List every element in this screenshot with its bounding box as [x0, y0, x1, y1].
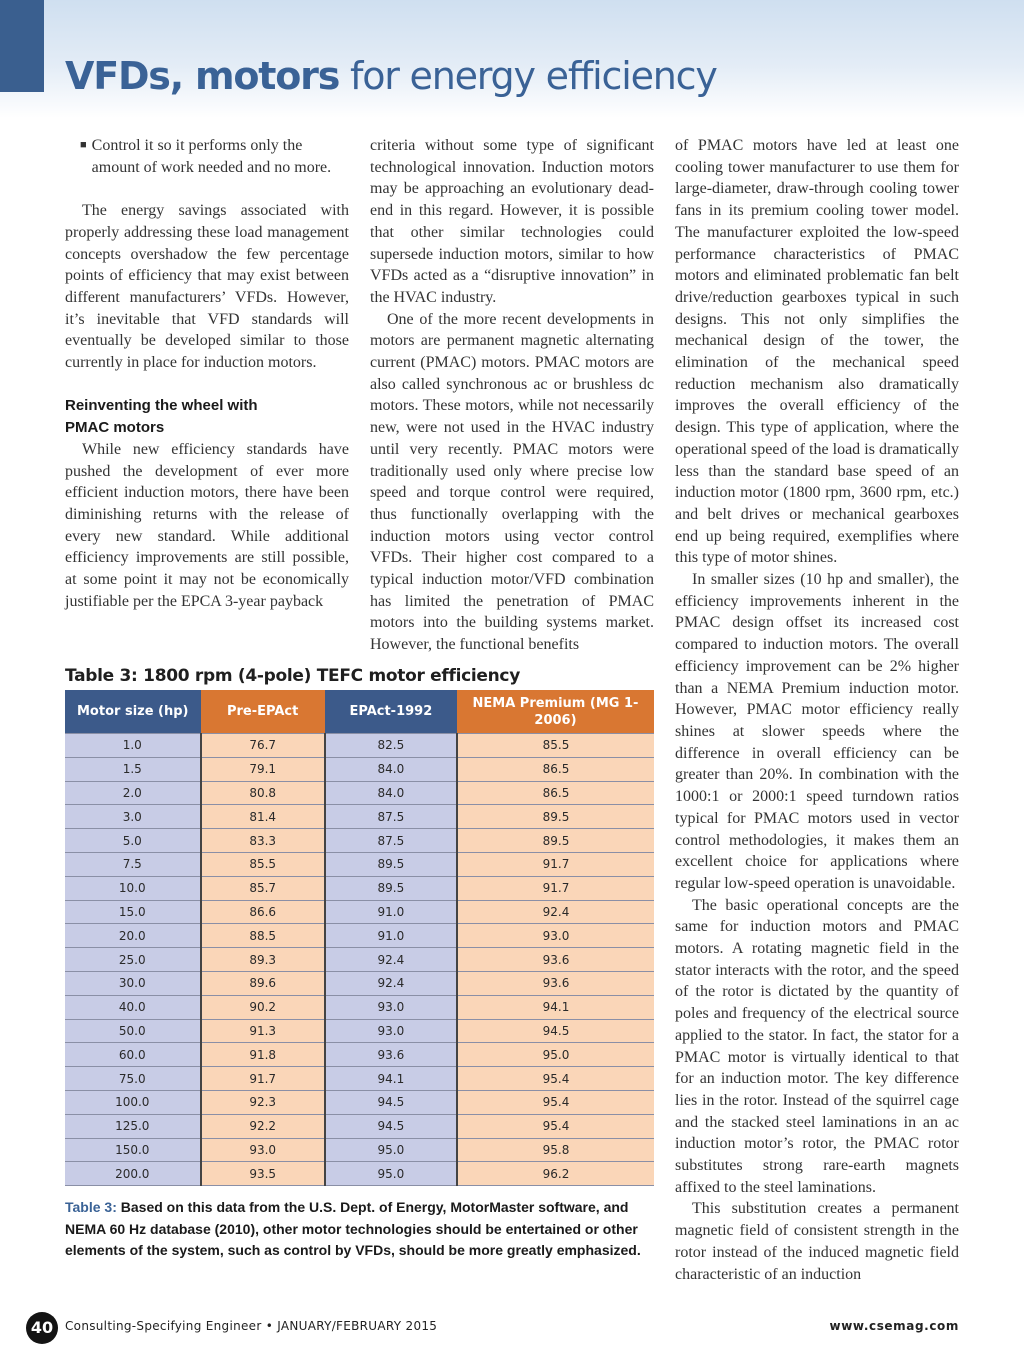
cell-motor-size: 125.0: [65, 1114, 201, 1138]
cell-epact-1992: 92.4: [325, 948, 457, 972]
cell-pre-epact: 91.7: [201, 1067, 325, 1091]
table-row: [65, 876, 654, 900]
section-subhead-line1: Reinventing the wheel with: [65, 397, 258, 415]
cell-pre-epact: 89.3: [201, 948, 325, 972]
table-row: [65, 924, 654, 948]
table-row: [65, 995, 654, 1019]
cell-epact-1992: 92.4: [325, 971, 457, 995]
table-row: [65, 948, 654, 972]
bullet-item: [65, 135, 349, 178]
cell-epact-1992: 82.5: [325, 734, 457, 758]
table-row: [65, 1043, 654, 1067]
cell-pre-epact: 92.2: [201, 1114, 325, 1138]
caption-label: Table 3:: [65, 1199, 117, 1215]
cell-motor-size: 30.0: [65, 971, 201, 995]
cell-motor-size: 50.0: [65, 1019, 201, 1043]
cell-nema-premium: 95.0: [457, 1043, 654, 1067]
page-number: 40: [26, 1312, 58, 1344]
cell-nema-premium: 85.5: [457, 734, 654, 758]
header-nema-premium: NEMA Premium (MG 1-2006): [457, 690, 654, 734]
cell-epact-1992: 93.0: [325, 1019, 457, 1043]
bullet-square-icon: ■: [80, 139, 87, 151]
cell-pre-epact: 85.5: [201, 852, 325, 876]
header-tab: [0, 0, 44, 92]
table-row: [65, 1067, 654, 1091]
cell-epact-1992: 94.1: [325, 1067, 457, 1091]
efficiency-table: [65, 690, 654, 1186]
paragraph: While new efficiency standards have pushed the development of ever more efficient induction motors, there have been diminishing returns with the release of every new standard. While additional efficiency improvements are still possible, at some point it may not be economically justifiable per the EPCA 3-year payback: [65, 440, 349, 610]
cell-epact-1992: 89.5: [325, 852, 457, 876]
cell-nema-premium: 91.7: [457, 876, 654, 900]
cell-epact-1992: 95.0: [325, 1138, 457, 1162]
paragraph: The basic operational concepts are the same for induction motors and PMAC motors. A rotating magnetic field in the stator interacts with the rotor, and the speed of the rotor is dictated by the quantity of poles and frequency of the electrical source applied to the stator. In fact, the stator for a PMAC motor is virtually identical to that for an induction motor. The key difference lies in the rotor. Instead of the squirrel cage and the stacked steel laminations in an ac induction motor’s rotor, the PMAC rotor substitutes strong rare-earth magnets affixed to the steel laminations.: [675, 896, 959, 1196]
cell-pre-epact: 93.0: [201, 1138, 325, 1162]
table-row: [65, 852, 654, 876]
cell-motor-size: 200.0: [65, 1162, 201, 1186]
cell-pre-epact: 90.2: [201, 995, 325, 1019]
header-epact-1992: EPAct-1992: [325, 690, 457, 734]
cell-nema-premium: 89.5: [457, 805, 654, 829]
cell-motor-size: 15.0: [65, 900, 201, 924]
paragraph: This substitution creates a permanent magnetic field of consistent strength in the rotor instead of the induced magnetic field characteristic of an induction: [675, 1200, 959, 1283]
cell-nema-premium: 86.5: [457, 757, 654, 781]
column-1: [65, 135, 349, 612]
footer: [0, 1312, 1024, 1344]
header-pre-epact: Pre-EPAct: [201, 690, 325, 734]
paragraph: criteria without some type of significant technological innovation. Induction motors may be approaching an evolutionary dead-end in this regard. However, it is possible that other similar technologies could supersede induction motors, similar to how VFDs acted as a “disruptive innovation” in the HVAC industry.: [370, 137, 654, 306]
table-row: [65, 1090, 654, 1114]
paragraph: The energy savings associated with properly addressing these load management concepts overshadow the few percentage points of efficiency that may exist between different manufacturers’ VFDs. However, it’s inevitable that VFD standards will eventually be developed similar to those currently in place for induction motors.: [65, 202, 349, 372]
table-row: [65, 734, 654, 758]
cell-nema-premium: 95.4: [457, 1067, 654, 1091]
cell-nema-premium: 91.7: [457, 852, 654, 876]
cell-epact-1992: 87.5: [325, 829, 457, 853]
cell-nema-premium: 93.6: [457, 971, 654, 995]
cell-pre-epact: 93.5: [201, 1162, 325, 1186]
website-link[interactable]: www.csemag.com: [829, 1319, 959, 1333]
cell-nema-premium: 94.5: [457, 1019, 654, 1043]
cell-motor-size: 7.5: [65, 852, 201, 876]
cell-motor-size: 100.0: [65, 1090, 201, 1114]
paragraph: One of the more recent developments in motors are permanent magnetic alternating current (PMAC) motors. PMAC motors are also called synchronous ac or brushless dc motors. These motors, while not necessarily new, were not used in the HVAC industry until very recently. PMAC motors were traditionally used only where precise low speed and torque control were required, thus functionally overlapping with the induction motors using vector control VFDs. Their higher cost compared to a typical induction motor/VFD combination has limited the penetration of PMAC motors into the building systems market. However, the functional benefits: [370, 310, 654, 654]
cell-nema-premium: 93.0: [457, 924, 654, 948]
cell-motor-size: 40.0: [65, 995, 201, 1019]
cell-pre-epact: 85.7: [201, 876, 325, 900]
cell-nema-premium: 89.5: [457, 829, 654, 853]
cell-motor-size: 60.0: [65, 1043, 201, 1067]
table-row: [65, 971, 654, 995]
cell-motor-size: 3.0: [65, 805, 201, 829]
publication-line: Consulting-Specifying Engineer • JANUARY/FEBRUARY 2015: [65, 1319, 438, 1333]
cell-nema-premium: 92.4: [457, 900, 654, 924]
cell-motor-size: 5.0: [65, 829, 201, 853]
column-2: [370, 135, 654, 656]
cell-nema-premium: 86.5: [457, 781, 654, 805]
table-row: [65, 1114, 654, 1138]
table-row: [65, 1162, 654, 1186]
table-row: [65, 757, 654, 781]
cell-motor-size: 25.0: [65, 948, 201, 972]
cell-nema-premium: 94.1: [457, 995, 654, 1019]
section-subhead-line2: PMAC motors: [65, 419, 165, 437]
cell-motor-size: 10.0: [65, 876, 201, 900]
cell-motor-size: 2.0: [65, 781, 201, 805]
cell-pre-epact: 83.3: [201, 829, 325, 853]
cell-epact-1992: 93.0: [325, 995, 457, 1019]
cell-nema-premium: 95.4: [457, 1114, 654, 1138]
header-motor-size: Motor size (hp): [65, 690, 201, 734]
cell-epact-1992: 95.0: [325, 1162, 457, 1186]
cell-epact-1992: 94.5: [325, 1114, 457, 1138]
cell-epact-1992: 84.0: [325, 757, 457, 781]
table-title: Table 3: 1800 rpm (4-pole) TEFC motor efficiency: [65, 666, 520, 686]
cell-motor-size: 1.0: [65, 734, 201, 758]
cell-motor-size: 150.0: [65, 1138, 201, 1162]
table-row: [65, 1138, 654, 1162]
cell-motor-size: 20.0: [65, 924, 201, 948]
cell-nema-premium: 95.4: [457, 1090, 654, 1114]
paragraph: of PMAC motors have led at least one cooling tower manufacturer to use them for large-diameter, draw-through cooling tower fans in its premium cooling tower model. The manufacturer exploited the low-speed performance characteristics of PMAC motors and eliminated problematic fan belt drive/reduction gearboxes typical in such designs. This not only simplifies the mechanical design of the tower, the elimination of the mechanical speed reduction mechanism also dramatically improves the overall efficiency of the design. This type of application, where the operational speed of the load is dramatically less than the standard base speed of an induction motor (1800 rpm, 3600 rpm, etc.) and belt drives or mechanical gearboxes end up being required, exemplifies where this type of motor shines.: [675, 137, 959, 567]
column-3: [675, 135, 959, 1285]
cell-nema-premium: 95.8: [457, 1138, 654, 1162]
cell-pre-epact: 91.3: [201, 1019, 325, 1043]
cell-pre-epact: 79.1: [201, 757, 325, 781]
cell-nema-premium: 96.2: [457, 1162, 654, 1186]
bullet-text: Control it so it performs only the amount of work needed and no more.: [91, 137, 332, 176]
table-caption: [65, 1197, 645, 1262]
table-row: [65, 1019, 654, 1043]
table-row: [65, 900, 654, 924]
cell-epact-1992: 87.5: [325, 805, 457, 829]
cell-epact-1992: 93.6: [325, 1043, 457, 1067]
cell-motor-size: 75.0: [65, 1067, 201, 1091]
cell-pre-epact: 92.3: [201, 1090, 325, 1114]
cell-epact-1992: 89.5: [325, 876, 457, 900]
table-header-row: [65, 690, 654, 734]
paragraph: In smaller sizes (10 hp and smaller), the efficiency improvements inherent in the PMAC design offset its increased cost compared to induction motors. The overall efficiency improvement can be 2% higher than a NEMA Premium induction motor. However, PMAC motor efficiency really shines at slower speeds where the difference in overall efficiency can be greater than 20%. In combination with the 1000:1 or 2000:1 speed turndown ratios typical for PMAC motors used in vector control methodologies, it makes them an excellent choice for applications where regular low-speed operation is unavoidable.: [675, 571, 959, 892]
page-title-rest: for energy efficiency: [339, 54, 717, 98]
cell-nema-premium: 93.6: [457, 948, 654, 972]
cell-pre-epact: 76.7: [201, 734, 325, 758]
page-title: [65, 56, 717, 98]
cell-epact-1992: 84.0: [325, 781, 457, 805]
cell-epact-1992: 91.0: [325, 900, 457, 924]
cell-pre-epact: 86.6: [201, 900, 325, 924]
caption-text: Based on this data from the U.S. Dept. of Energy, MotorMaster software, and NEMA 60 Hz database (2010), other motor technologies should be entertained or other elements of the system, such as control by VFDs, should be more greatly emphasized.: [65, 1199, 641, 1259]
page-title-bold: VFDs, motors: [65, 54, 340, 98]
cell-pre-epact: 89.6: [201, 971, 325, 995]
cell-pre-epact: 91.8: [201, 1043, 325, 1067]
table-row: [65, 829, 654, 853]
table-row: [65, 805, 654, 829]
cell-motor-size: 1.5: [65, 757, 201, 781]
cell-pre-epact: 80.8: [201, 781, 325, 805]
table-row: [65, 781, 654, 805]
cell-pre-epact: 81.4: [201, 805, 325, 829]
cell-epact-1992: 91.0: [325, 924, 457, 948]
cell-pre-epact: 88.5: [201, 924, 325, 948]
cell-epact-1992: 94.5: [325, 1090, 457, 1114]
